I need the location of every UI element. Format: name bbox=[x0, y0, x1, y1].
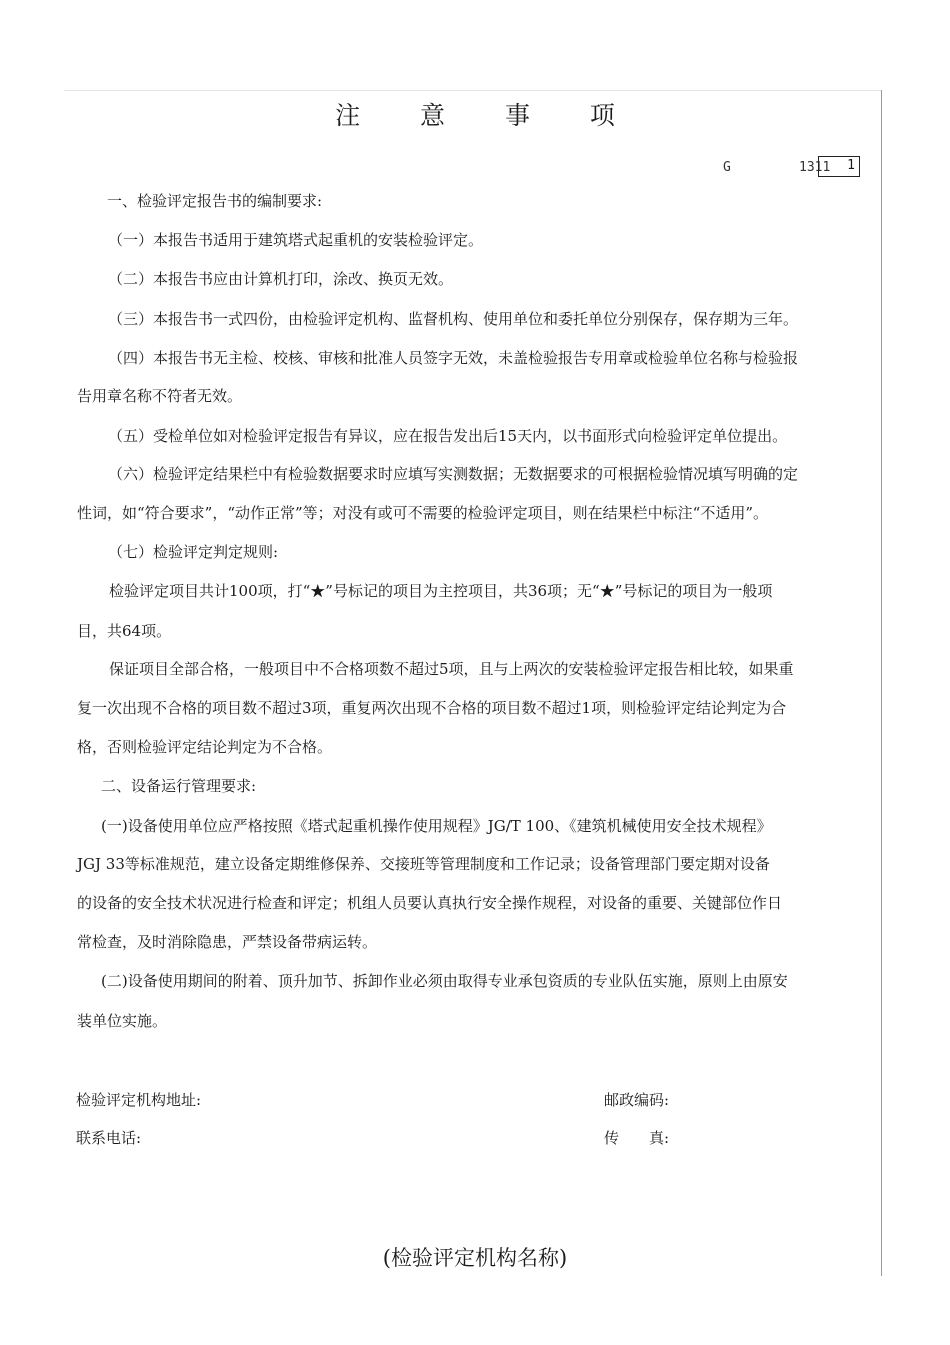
item-1-7-heading: （七）检验评定判定规则: bbox=[108, 543, 279, 561]
page-title: 注 意 事 项 bbox=[335, 101, 641, 130]
item-2-2-line2: 装单位实施。 bbox=[77, 1012, 168, 1030]
postcode-label: 邮政编码: bbox=[604, 1091, 670, 1109]
item-1-6-line2: 性词，如“符合要求”，“动作正常”等；对没有或可不需要的检验评定项目，则在结果栏中标注“不适用”。 bbox=[77, 504, 769, 522]
fax-label: 传 真: bbox=[604, 1129, 670, 1147]
item-1-6-line1: （六）检验评定结果栏中有检验数据要求时应填写实测数据；无数据要求的可根据检验情况填写明确的定 bbox=[108, 465, 799, 483]
rule-para-2-line1: 保证项目全部合格，一般项目中不合格项数不超过5项，且与上两次的安装检验评定报告相比较，如果重 bbox=[109, 660, 794, 678]
item-1-2: （二）本报告书应由计算机打印，涂改、换页无效。 bbox=[108, 270, 454, 288]
item-1-4-line1: （四）本报告书无主检、校核、审核和批准人员签字无效，未盖检验报告专用章或检验单位名称与检验报 bbox=[108, 349, 799, 367]
rule-para-1-line1: 检验评定项目共计100项，打“★”号标记的项目为主控项目，共36项；无“★”号标记的项目为一般项 bbox=[109, 582, 773, 600]
doc-code-box bbox=[818, 156, 860, 177]
doc-code-number: 1311 bbox=[799, 160, 831, 175]
doc-code-prefix: G bbox=[723, 160, 731, 175]
top-rule bbox=[64, 90, 882, 91]
item-1-1: （一）本报告书适用于建筑塔式起重机的安装检验评定。 bbox=[108, 231, 484, 249]
item-2-2-line1: (二)设备使用期间的附着、顶升加节、拆卸作业必须由取得专业承包资质的专业队伍实施，原则上由原安 bbox=[101, 972, 788, 990]
section-1-heading: 一、检验评定报告书的编制要求: bbox=[107, 192, 323, 210]
phone-label: 联系电话: bbox=[76, 1129, 142, 1147]
item-2-1-line2: JGJ 33等标准规范，建立设备定期维修保养、交接班等管理制度和工作记录；设备管理部门要定期对设备 bbox=[77, 855, 770, 873]
rule-para-1-line2: 目，共64项。 bbox=[77, 622, 172, 640]
item-1-4-line2: 告用章名称不符者无效。 bbox=[77, 387, 243, 405]
item-2-1-line3: 的设备的安全技术状况进行检查和评定；机组人员要认真执行安全操作规程，对设备的重要、关键部位作日 bbox=[77, 894, 783, 912]
section-2-heading: 二、设备运行管理要求: bbox=[101, 777, 257, 795]
item-1-3: （三）本报告书一式四份，由检验评定机构、监督机构、使用单位和委托单位分别保存，保存期为三年。 bbox=[108, 310, 799, 328]
org-name: (检验评定机构名称) bbox=[382, 1246, 568, 1270]
item-2-1-line4: 常检查，及时消除隐患，严禁设备带病运转。 bbox=[77, 933, 378, 951]
item-2-1-line1: (一)设备使用单位应严格按照《塔式起重机操作使用规程》JG/T 100、《建筑机械使用安全技术规程》 bbox=[101, 817, 772, 835]
rule-para-2-line3: 格，否则检验评定结论判定为不合格。 bbox=[77, 738, 333, 756]
item-1-5: （五）受检单位如对检验评定报告有异议，应在报告发出后15天内，以书面形式向检验评定单位提出。 bbox=[108, 427, 788, 445]
doc-code-box-value: 1 bbox=[847, 158, 855, 173]
rule-para-2-line2: 复一次出现不合格的项目数不超过3项，重复两次出现不合格的项目数不超过1项，则检验评定结论判定为合 bbox=[77, 699, 787, 717]
address-label: 检验评定机构地址: bbox=[76, 1091, 202, 1109]
